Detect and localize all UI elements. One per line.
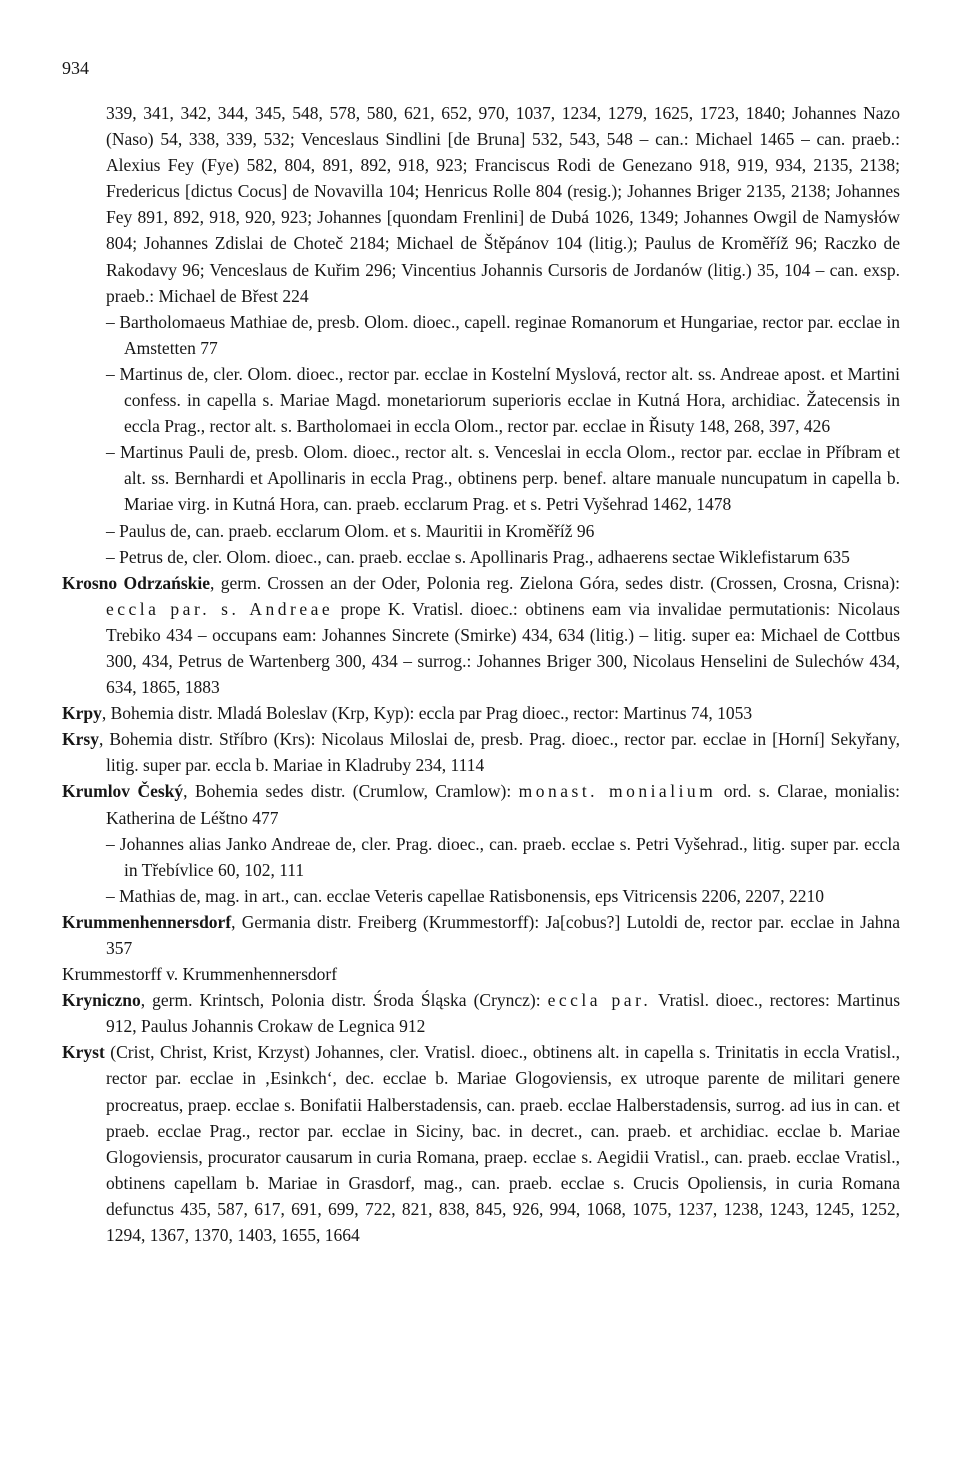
sub-entry: – Martinus de, cler. Olom. dioec., rector par. ecclae in Kostelní Myslová, rector alt. ss. Andreae apost. et Martini confess. in capella s. Mariae Magd. monetariorum superioris ecclae in Kutná Hora, archidiac. Žatecensis in eccla Prag., rector alt. s. Bartholomaei in eccla Olom., rector par. ecclae in Řisuty 148, 268, 397, 426	[106, 363, 900, 437]
entry-text: prope K. Vratisl. dioec.: obtinens eam via invalidae permutationis: Nicolaus Trebiko 434 – occupans eam: Johannes Sincrete (Smirke) 434, 634 (litig.) – litig. super ea: Michael de Cottbus 300, 434, Petrus de Wartenberg 300, 434 – surrog.: Johannes Briger 300, Nicolaus Henselini de Sulechów 434, 634, 1865, 1883	[106, 598, 900, 698]
index-entry	[62, 726, 900, 778]
index-entry	[62, 700, 900, 726]
entry-text: (Crist, Christ, Krist, Krzyst) Johannes, cler. Vratisl. dioec., obtinens alt. in capella s. Trinitatis in eccla Vratisl., rector par. ecclae in ‚Esinkch‘, dec. ecclae b. Mariae Glogoviensis, ex utroque parente de militari genere procreatus, praep. ecclae s. Bonifatii Halberstadensis, can. praeb. ecclae Halberstadensis, surrog. ad ius in can. et praeb. ecclae Prag., rector par. ecclae in Siciny, bac. in decret., can. praeb. et archidiac. ecclae b. Mariae Glogoviensis, procurator causarum in curia Romana, praep. ecclae s. Aegidii Vratisl., can. praeb. ecclae Vratisl., obtinens capellam b. Mariae in Grasdorf, mag., can. praeb. ecclae s. Crucis Opoliensis, in curia Romana defunctus 435, 587, 617, 691, 699, 722, 821, 838, 845, 926, 994, 1068, 1075, 1237, 1238, 1243, 1245, 1252, 1294, 1367, 1370, 1403, 1655, 1664	[104, 1042, 900, 1246]
sub-entry: – Paulus de, can. praeb. ecclarum Olom. et s. Mauritii in Kroměříž 96	[106, 520, 595, 541]
entry-headword: Krummenhennersdorf	[62, 911, 232, 932]
entry-headword: Krpy	[62, 703, 102, 724]
entry-text: , germ. Krintsch, Polonia distr. Środa Śląska (Cryncz):	[140, 990, 548, 1011]
continuation-paragraph: 339, 341, 342, 344, 345, 548, 578, 580, 621, 652, 970, 1037, 1234, 1279, 1625, 1723, 1840; Johannes Nazo (Naso) 54, 338, 339, 532; Venceslaus Sindlini [de Bruna] 532, 543, 548 – can.: Michael 1465 – can. praeb.: Alexius Fey (Fye) 582, 804, 891, 892, 918, 923; Franciscus Rodi de Genezano 918, 919, 934, 2135, 2138; Fredericus [dictus Cocus] de Novavilla 104; Henricus Rolle 804 (resig.); Johannes Briger 2135, 2138; Johannes Fey 891, 892, 918, 920, 923; Johannes [quondam Frenlini] de Dubá 1026, 1349; Johannes Owgil de Namysłów 804; Johannes Zdislai de Choteč 2184; Michael de Štěpánov 104 (litig.); Paulus de Kroměříž 96; Raczko de Rakodavy 96; Venceslaus de Kuřim 296; Vincentius Johannis Cursoris de Jordanów (litig.) 35, 104 – can. exsp. praeb.: Michael de Břest 224	[106, 103, 900, 306]
entry-headword: Krsy	[62, 729, 99, 750]
entry-text: ord. s. Clarae, monialis: Katherina de Léštno 477	[106, 781, 901, 828]
continuation-sublist	[62, 309, 900, 570]
sub-entry: – Bartholomaeus Mathiae de, presb. Olom. dioec., capell. reginae Romanorum et Hungariae, rector par. ecclae in Amstetten 77	[106, 311, 900, 358]
entry-text: , germ. Crossen an der Oder, Polonia reg. Zielona Góra, sedes distr. (Crossen, Crosna, Crisna):	[210, 572, 900, 593]
entry-text: Krummestorff v. Krummenhennersdorf	[62, 964, 338, 985]
entry-headword: Krumlov Český	[62, 781, 184, 802]
index-entry	[62, 961, 900, 987]
index-entry	[62, 987, 900, 1039]
index-entry	[62, 570, 900, 700]
page-number: 934	[62, 58, 89, 78]
entry-headword: Kryst	[62, 1042, 105, 1063]
spaced-term: eccla par.	[547, 990, 652, 1011]
entry-headword: Krosno Odrzańskie	[62, 572, 210, 593]
entry-text: Vratisl. dioec., rectores: Martinus 912, Paulus Johannis Crokaw de Legnica 912	[106, 990, 901, 1037]
index-entry	[62, 778, 900, 830]
index-entry	[62, 1039, 900, 1248]
entry-text: , Bohemia sedes distr. (Crumlow, Cramlow):	[183, 781, 519, 802]
entry-list	[62, 570, 900, 1248]
index-entry	[62, 909, 900, 961]
spaced-term: eccla par. s. Andreae	[106, 598, 334, 619]
entry-headword: Kryniczno	[62, 990, 141, 1011]
spaced-term: monast. monialium	[518, 781, 717, 802]
sub-entry: – Mathias de, mag. in art., can. ecclae Veteris capellae Ratisbonensis, eps Vitricensis 2206, 2207, 2210	[106, 885, 825, 906]
sub-entry: – Petrus de, cler. Olom. dioec., can. praeb. ecclae s. Apollinaris Prag., adhaerens sectae Wiklefistarum 635	[106, 546, 850, 567]
index-text	[62, 100, 900, 1248]
entry-text: , Bohemia distr. Stříbro (Krs): Nicolaus Miloslai de, presb. Prag. dioec., rector par. ecclae in [Horní] Sekyřany, litig. super par. eccla b. Mariae in Kladruby 234, 1114	[98, 729, 900, 776]
sub-entry: – Martinus Pauli de, presb. Olom. dioec., rector alt. s. Venceslai in eccla Olom., rector par. ecclae in Příbram et alt. ss. Bernhardi et Apollinaris in eccla Prag., obtinens perp. benef. altare manuale nuncupatum in capella b. Mariae virg. in Kutná Hora, can. praeb. ecclarum Prag. et s. Petri Vyšehrad 1462, 1478	[106, 442, 900, 515]
entry-text: , Germania distr. Freiberg (Krummestorff): Ja[cobus?] Lutoldi de, rector par. ecclae in Jahna 357	[106, 911, 900, 958]
sub-entry: – Johannes alias Janko Andreae de, cler. Prag. dioec., can. praeb. ecclae s. Petri Vyšehrad., litig. super par. eccla in Třebívlice 60, 102, 111	[106, 833, 900, 880]
entry-text: , Bohemia distr. Mladá Boleslav (Krp, Kyp): eccla par Prag dioec., rector: Martinus 74, 1053	[101, 703, 753, 724]
